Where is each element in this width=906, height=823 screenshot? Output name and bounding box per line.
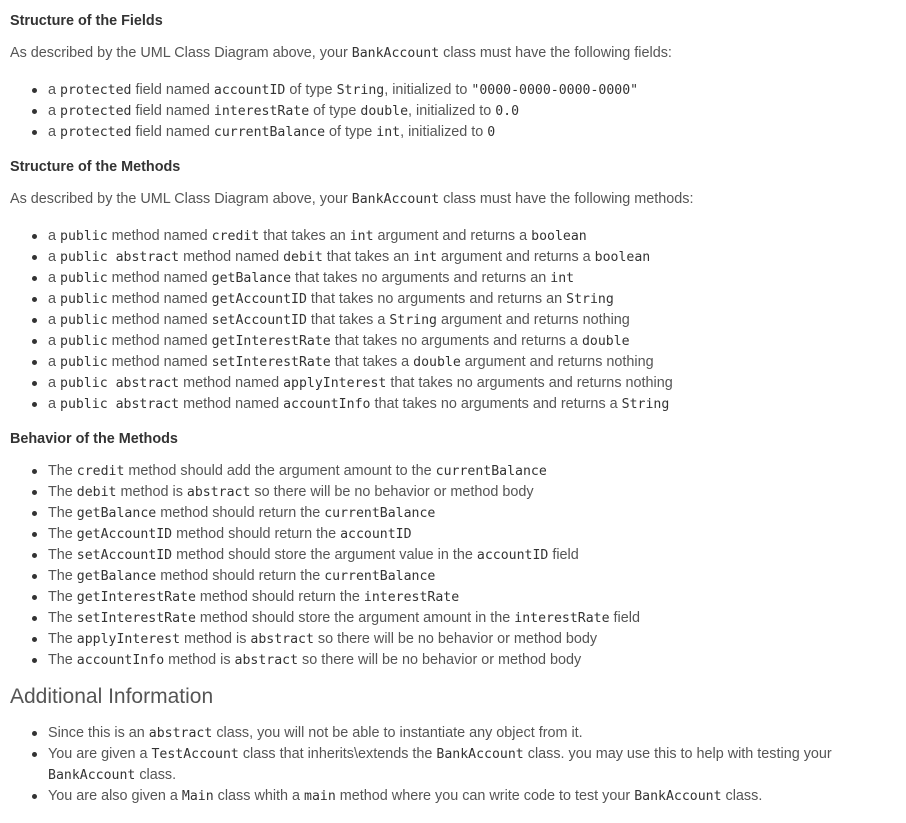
additional-item-main bbox=[48, 786, 896, 807]
method-item-set-interest-rate bbox=[48, 352, 896, 373]
code-segment: String bbox=[566, 292, 614, 307]
text-segment: You are also given a bbox=[48, 788, 182, 804]
text-segment: a bbox=[48, 333, 61, 349]
code-segment: BankAccount bbox=[48, 768, 136, 783]
method-item-set-account-id bbox=[48, 310, 896, 331]
code-segment: interestRate bbox=[363, 590, 460, 605]
text-segment: The bbox=[48, 631, 77, 647]
text-segment: method where you can write code to test your bbox=[335, 788, 635, 804]
code-segment: double bbox=[413, 355, 461, 370]
code-segment: accountInfo bbox=[283, 397, 371, 412]
code-segment: currentBalance bbox=[213, 125, 326, 140]
text-segment: that takes no arguments and returns an bbox=[306, 291, 567, 307]
code-segment: currentBalance bbox=[324, 569, 436, 584]
code-segment: public abstract bbox=[60, 397, 180, 412]
code-segment: public bbox=[60, 313, 108, 328]
behavior-item-credit bbox=[48, 461, 896, 482]
text-segment: that takes no arguments and returns a bbox=[370, 396, 622, 412]
code-segment: currentBalance bbox=[324, 506, 436, 521]
behavior-item-apply-interest bbox=[48, 629, 896, 650]
code-segment: public bbox=[60, 334, 108, 349]
code-segment: credit bbox=[211, 229, 260, 244]
text-segment: The bbox=[48, 484, 77, 500]
code-segment: setAccountID bbox=[76, 548, 173, 563]
text-segment: As described by the UML Class Diagram above, your bbox=[10, 45, 352, 61]
spacer bbox=[10, 415, 896, 426]
behavior-item-debit bbox=[48, 482, 896, 503]
code-segment: getAccountID bbox=[76, 527, 173, 542]
fields-heading: Structure of the Fields bbox=[10, 13, 163, 29]
spacer bbox=[10, 143, 896, 154]
text-segment: argument and returns nothing bbox=[460, 354, 654, 370]
text-segment: a bbox=[48, 354, 61, 370]
text-segment: a bbox=[48, 103, 61, 119]
text-segment: field named bbox=[131, 124, 214, 140]
text-segment: method named bbox=[107, 312, 212, 328]
code-segment: protected bbox=[60, 125, 132, 140]
code-segment: accountID bbox=[340, 527, 412, 542]
text-segment: method is bbox=[116, 484, 187, 500]
text-segment: class that inherits\extends the bbox=[238, 746, 437, 762]
code-segment: setInterestRate bbox=[211, 355, 331, 370]
code-segment: boolean bbox=[531, 229, 587, 244]
text-segment: method should return the bbox=[156, 568, 325, 584]
behavior-list bbox=[10, 461, 896, 671]
text-segment: method should return the bbox=[156, 505, 325, 521]
text-segment: As described by the UML Class Diagram above, your bbox=[10, 191, 352, 207]
text-segment: class whith a bbox=[213, 788, 305, 804]
text-segment: that takes no arguments and returns nothing bbox=[386, 375, 673, 391]
method-item-account-info bbox=[48, 394, 896, 415]
code-segment: public bbox=[60, 229, 108, 244]
methods-list bbox=[10, 226, 896, 415]
text-segment: method should add the argument amount to the bbox=[124, 463, 436, 479]
code-segment: String bbox=[336, 83, 385, 98]
additional-item-abstract bbox=[48, 723, 896, 744]
code-segment: setAccountID bbox=[211, 313, 307, 328]
code-segment: accountID bbox=[476, 548, 549, 563]
field-item-interest-rate bbox=[48, 101, 896, 122]
behavior-item-account-info bbox=[48, 650, 896, 671]
field-item-account-id bbox=[48, 80, 896, 101]
text-segment: field bbox=[609, 610, 640, 626]
code-segment: public abstract bbox=[60, 250, 180, 265]
text-segment: method named bbox=[107, 333, 212, 349]
text-segment: argument and returns a bbox=[373, 228, 532, 244]
code-segment: getBalance bbox=[211, 271, 292, 286]
text-segment: method is bbox=[164, 652, 235, 668]
code-segment: abstract bbox=[186, 485, 251, 500]
code-segment: applyInterest bbox=[283, 376, 387, 391]
code-segment: getAccountID bbox=[211, 292, 307, 307]
text-segment: method should return the bbox=[172, 526, 341, 542]
code-segment: abstract bbox=[148, 726, 213, 741]
spacer bbox=[10, 64, 896, 80]
code-segment: TestAccount bbox=[151, 747, 239, 762]
code-segment: boolean bbox=[594, 250, 651, 265]
additional-item-test-account bbox=[48, 744, 868, 786]
method-item-get-interest-rate bbox=[48, 331, 896, 352]
text-segment: field named bbox=[131, 82, 214, 98]
code-segment: main bbox=[304, 789, 336, 804]
code-segment: protected bbox=[60, 83, 132, 98]
code-segment: abstract bbox=[234, 653, 299, 668]
text-segment: that takes no arguments and returns an bbox=[291, 270, 551, 286]
text-segment: so there will be no behavior or method body bbox=[250, 484, 534, 500]
spacer bbox=[10, 177, 896, 189]
text-segment: class. bbox=[135, 767, 177, 783]
method-item-get-account-id bbox=[48, 289, 896, 310]
text-segment: , initialized to bbox=[400, 124, 488, 140]
code-segment: 0.0 bbox=[495, 104, 520, 119]
text-segment: class. you may use this to help with testing your bbox=[523, 746, 832, 762]
behavior-item-get-interest-rate bbox=[48, 587, 896, 608]
code-segment: protected bbox=[60, 104, 132, 119]
text-segment: a bbox=[48, 375, 61, 391]
code-segment: currentBalance bbox=[435, 464, 547, 479]
code-segment: debit bbox=[76, 485, 117, 500]
text-segment: class. bbox=[721, 788, 763, 804]
code-segment: abstract bbox=[250, 632, 314, 647]
methods-intro bbox=[10, 189, 896, 210]
code-segment: BankAccount bbox=[634, 789, 722, 804]
text-segment: You are given a bbox=[48, 746, 152, 762]
text-segment: The bbox=[48, 610, 77, 626]
code-segment: Main bbox=[181, 789, 214, 804]
code-segment: String bbox=[621, 397, 670, 412]
code-segment: public bbox=[60, 292, 108, 307]
text-segment: argument and returns a bbox=[437, 249, 595, 265]
behavior-item-set-interest-rate bbox=[48, 608, 896, 629]
text-segment: The bbox=[48, 505, 77, 521]
class-name-code: BankAccount bbox=[351, 46, 440, 61]
text-segment: method named bbox=[107, 228, 212, 244]
additional-info-heading: Additional Information bbox=[10, 685, 214, 708]
text-segment: a bbox=[48, 291, 61, 307]
text-segment: method is bbox=[180, 631, 251, 647]
methods-heading: Structure of the Methods bbox=[10, 159, 181, 175]
behavior-heading: Behavior of the Methods bbox=[10, 431, 178, 447]
code-segment: int bbox=[349, 229, 374, 244]
class-name-code: BankAccount bbox=[351, 192, 440, 207]
code-segment: applyInterest bbox=[76, 632, 181, 647]
text-segment: The bbox=[48, 547, 77, 563]
code-segment: getBalance bbox=[76, 569, 157, 584]
text-segment: argument and returns nothing bbox=[436, 312, 630, 328]
text-segment: method named bbox=[179, 249, 284, 265]
text-segment: a bbox=[48, 228, 61, 244]
text-segment: that takes a bbox=[330, 354, 414, 370]
behavior-item-get-account-id bbox=[48, 524, 896, 545]
text-segment: field bbox=[548, 547, 579, 563]
text-segment: that takes an bbox=[322, 249, 414, 265]
code-segment: int bbox=[550, 271, 575, 286]
text-segment: method named bbox=[179, 375, 284, 391]
text-segment: class must have the following fields: bbox=[439, 45, 672, 61]
code-segment: int bbox=[376, 125, 401, 140]
code-segment: interestRate bbox=[213, 104, 310, 119]
fields-intro bbox=[10, 43, 896, 64]
text-segment: method named bbox=[107, 291, 212, 307]
code-segment: debit bbox=[283, 250, 323, 265]
code-segment: credit bbox=[76, 464, 125, 479]
code-segment: public bbox=[60, 271, 108, 286]
text-segment: The bbox=[48, 568, 77, 584]
spacer bbox=[10, 210, 896, 226]
text-segment: The bbox=[48, 589, 77, 605]
text-segment: Since this is an bbox=[48, 725, 149, 741]
text-segment: method should store the argument amount in the bbox=[195, 610, 515, 626]
code-segment: setInterestRate bbox=[76, 611, 196, 626]
text-segment: The bbox=[48, 463, 77, 479]
text-segment: of type bbox=[309, 103, 361, 119]
behavior-item-get-balance bbox=[48, 503, 896, 524]
code-segment: public bbox=[60, 355, 108, 370]
text-segment: method named bbox=[107, 270, 212, 286]
code-segment: double bbox=[360, 104, 409, 119]
code-segment: 0 bbox=[487, 125, 496, 140]
method-item-credit bbox=[48, 226, 896, 247]
method-item-debit bbox=[48, 247, 896, 268]
spacer bbox=[10, 711, 896, 723]
text-segment: field named bbox=[131, 103, 214, 119]
text-segment: a bbox=[48, 249, 61, 265]
spacer bbox=[10, 671, 896, 683]
text-segment: method named bbox=[179, 396, 284, 412]
text-segment: so there will be no behavior or method body bbox=[313, 631, 598, 647]
spacer bbox=[10, 449, 896, 461]
text-segment: a bbox=[48, 124, 61, 140]
text-segment: The bbox=[48, 652, 77, 668]
code-segment: public abstract bbox=[60, 376, 180, 391]
text-segment: a bbox=[48, 396, 61, 412]
text-segment: that takes a bbox=[306, 312, 390, 328]
code-segment: getInterestRate bbox=[211, 334, 331, 349]
behavior-item-get-balance-repeat bbox=[48, 566, 896, 587]
spacer bbox=[10, 31, 896, 43]
additional-info-list bbox=[10, 723, 896, 807]
text-segment: a bbox=[48, 82, 61, 98]
text-segment: that takes no arguments and returns a bbox=[330, 333, 582, 349]
text-segment: class must have the following methods: bbox=[439, 191, 694, 207]
code-segment: accountInfo bbox=[76, 653, 165, 668]
code-segment: interestRate bbox=[514, 611, 610, 626]
text-segment: The bbox=[48, 526, 77, 542]
text-segment: of type bbox=[325, 124, 377, 140]
text-segment: , initialized to bbox=[384, 82, 472, 98]
fields-list bbox=[10, 80, 896, 143]
code-segment: accountID bbox=[213, 83, 286, 98]
text-segment: that takes an bbox=[259, 228, 350, 244]
code-segment: "0000-0000-0000-0000" bbox=[471, 83, 639, 98]
text-segment: method should return the bbox=[195, 589, 364, 605]
code-segment: getInterestRate bbox=[76, 590, 196, 605]
code-segment: String bbox=[389, 313, 437, 328]
text-segment: so there will be no behavior or method body bbox=[298, 652, 582, 668]
text-segment: of type bbox=[285, 82, 337, 98]
code-segment: int bbox=[413, 250, 438, 265]
method-item-get-balance bbox=[48, 268, 896, 289]
code-segment: double bbox=[581, 334, 630, 349]
method-item-apply-interest bbox=[48, 373, 896, 394]
field-item-current-balance bbox=[48, 122, 896, 143]
text-segment: a bbox=[48, 312, 61, 328]
text-segment: , initialized to bbox=[408, 103, 496, 119]
behavior-item-set-account-id bbox=[48, 545, 896, 566]
text-segment: a bbox=[48, 270, 61, 286]
code-segment: BankAccount bbox=[436, 747, 524, 762]
text-segment: method named bbox=[107, 354, 212, 370]
text-segment: method should store the argument value in the bbox=[172, 547, 477, 563]
code-segment: getBalance bbox=[76, 506, 157, 521]
text-segment: class, you will not be able to instantiate any object from it. bbox=[212, 725, 583, 741]
